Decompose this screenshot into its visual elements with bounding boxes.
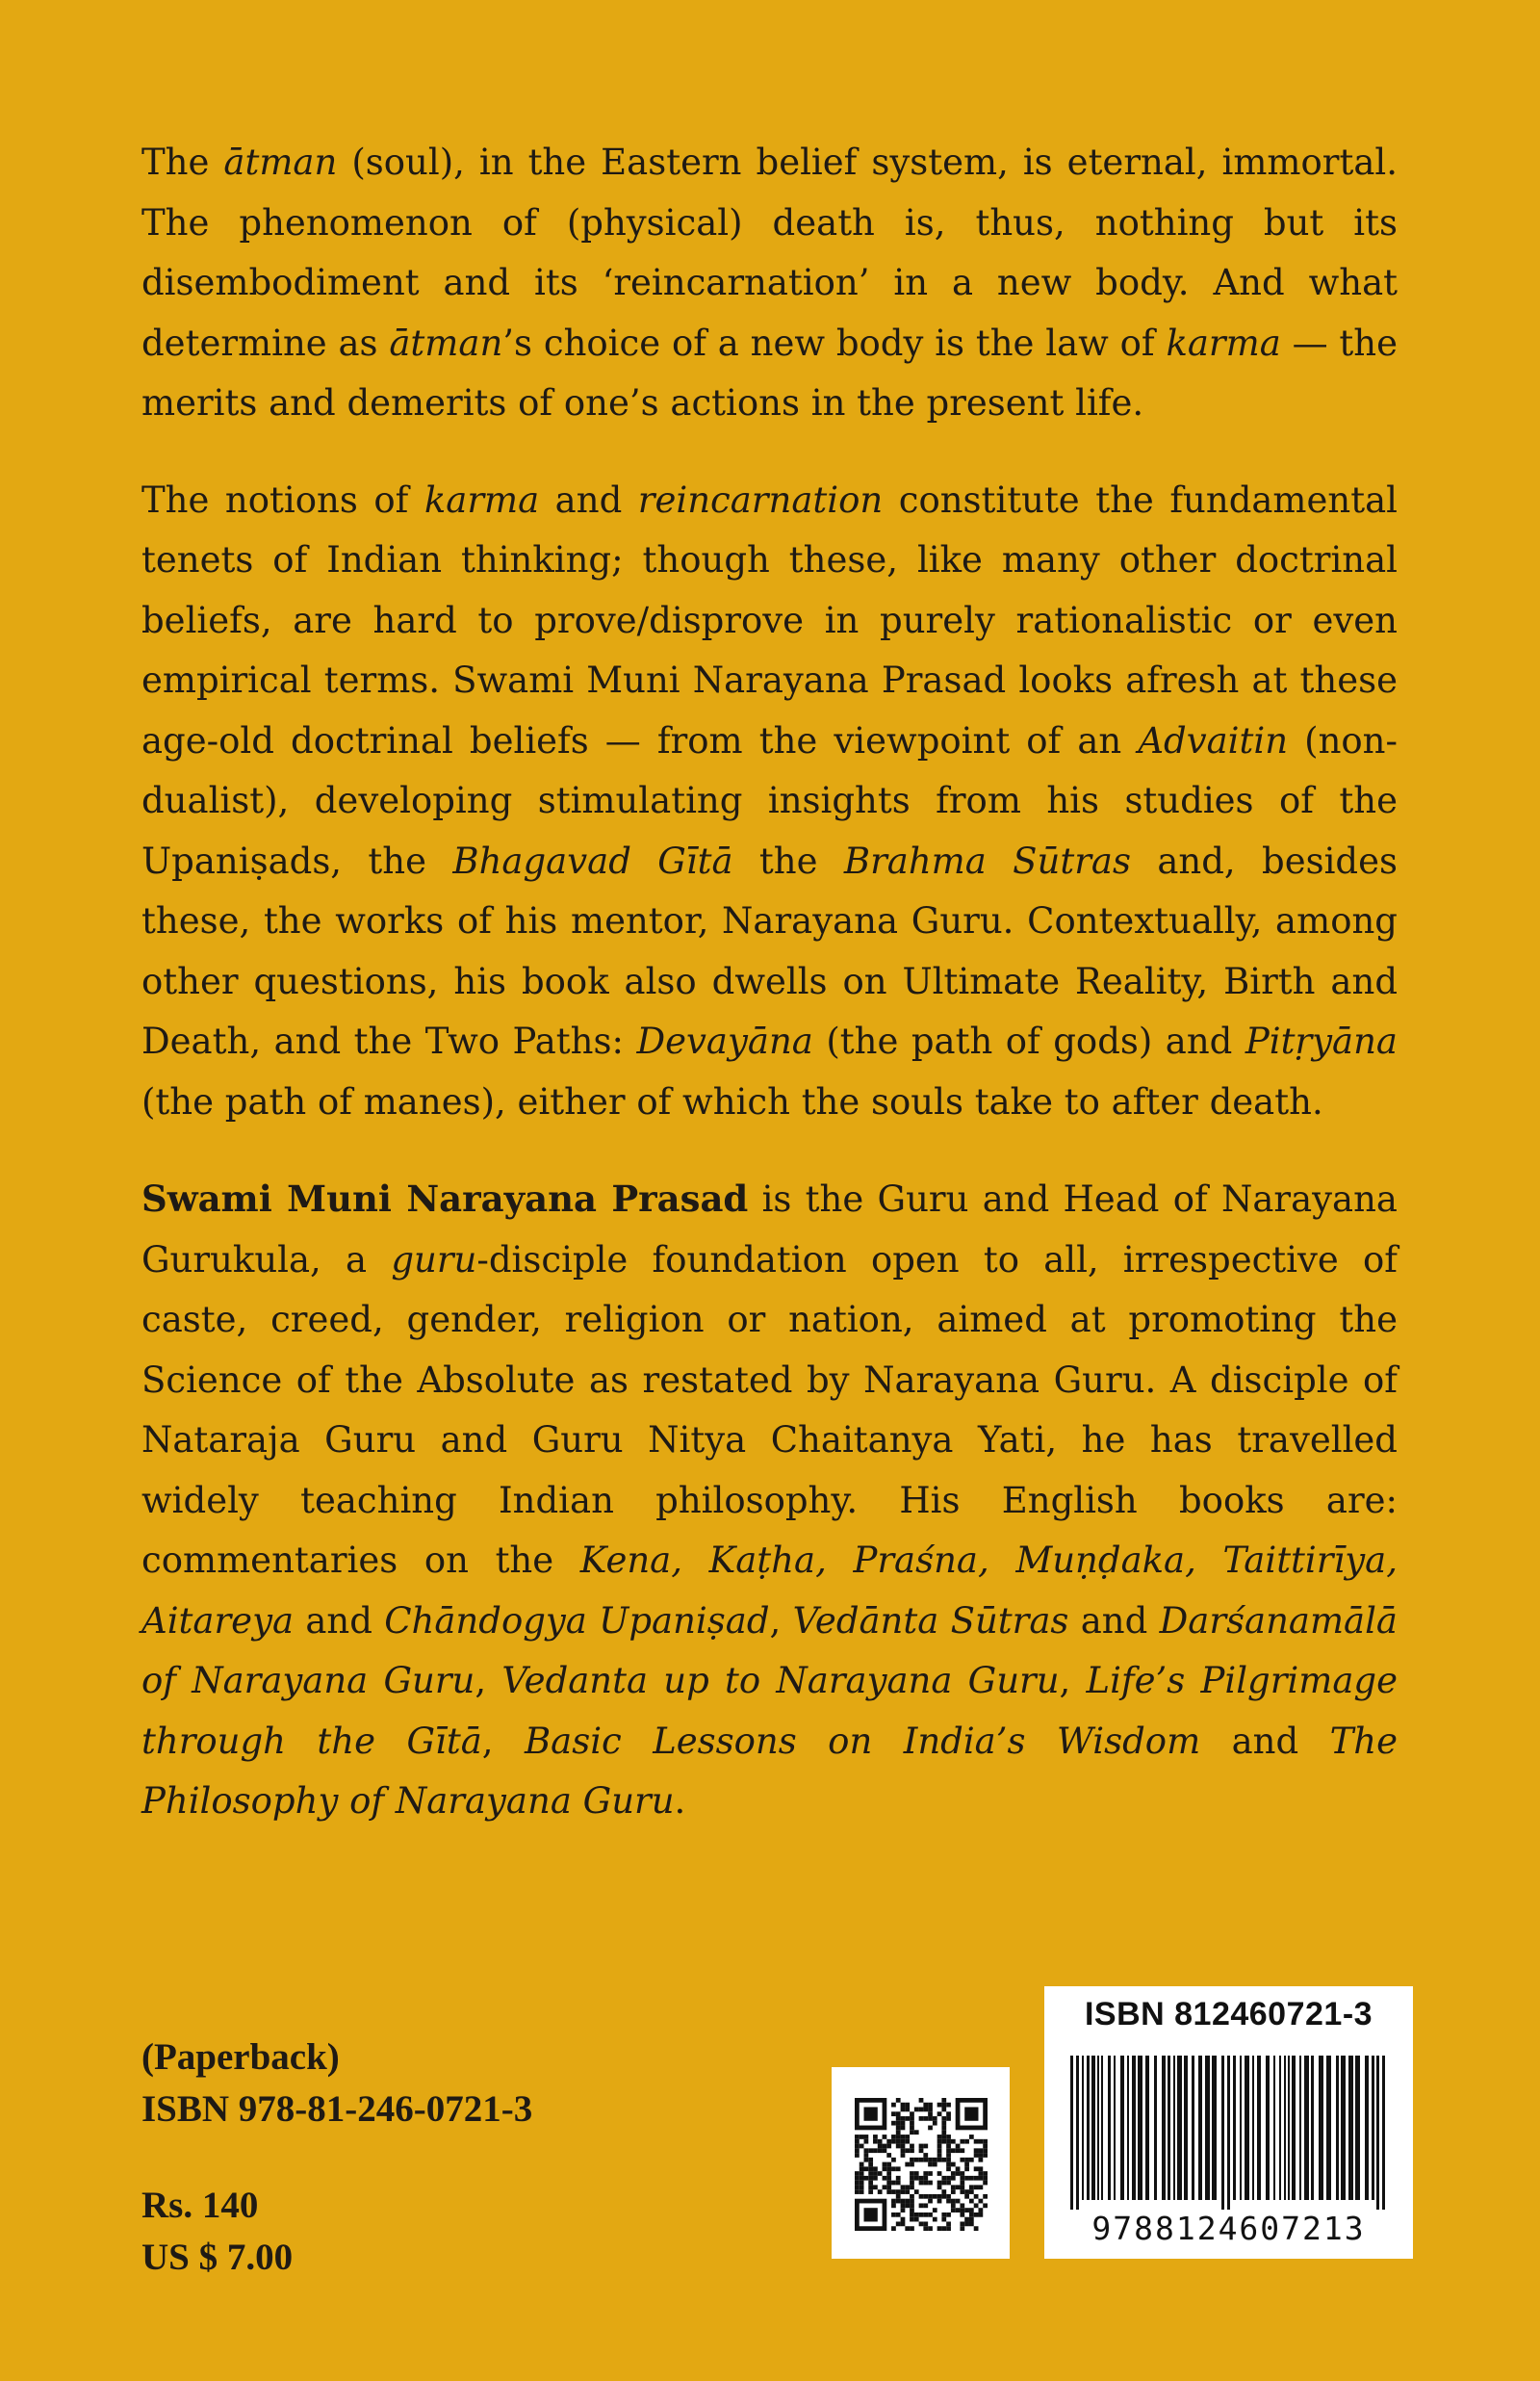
price-inr: Rs. 140 (141, 2185, 259, 2226)
text-run: ’s choice of a new body is the law of (502, 322, 1167, 364)
text-run: (the path of manes), either of which the souls take to after death. (141, 1080, 1323, 1123)
text-run: . (674, 1780, 686, 1822)
paragraph-author-bio (141, 1169, 1398, 1832)
text-run: , (475, 1660, 502, 1701)
text-run: and, besides these, the works of his mentor, Narayana Guru. Contextually, among other questions, his book also dwells on Ultimate Reality, Birth and Death, and the Two Paths: (141, 840, 1398, 1062)
spacer (141, 2135, 532, 2180)
text-run: , (481, 1720, 525, 1762)
italic-term: Kena, Kaṭha, Praśna, Muṇḍaka, Taittirīya, Aitareya (141, 1540, 1399, 1642)
qr-code-panel (832, 2067, 1010, 2259)
barcode-icon (1070, 2056, 1388, 2210)
italic-term: reincarnation (637, 479, 884, 521)
italic-term: Pitṛyāna (1245, 1021, 1398, 1062)
italic-term: guru (391, 1238, 477, 1281)
italic-term: Chāndogya Upaniṣad (384, 1599, 770, 1642)
qr-code-icon (855, 2098, 988, 2231)
text-run: and (294, 1599, 385, 1642)
italic-term: ātman (223, 142, 338, 183)
publication-info (141, 2032, 532, 2284)
italic-term: karma (424, 479, 540, 521)
text-run: and (1068, 1599, 1160, 1642)
italic-term: Life’s Pilgrimage through the Gītā (141, 1660, 1398, 1762)
italic-term: The Philosophy of Narayana Guru (141, 1720, 1398, 1822)
format-label: (Paperback) (141, 2036, 340, 2078)
text-run: (the path of gods) and (812, 1021, 1245, 1062)
barcode-number: 9788124607213 (1091, 2210, 1366, 2247)
italic-term: Darśanamālā of Narayana Guru (141, 1599, 1398, 1701)
isbn-13: ISBN 978-81-246-0721-3 (141, 2088, 533, 2130)
italic-term: Bhagavad Gītā (452, 840, 733, 882)
italic-term: Vedānta Sūtras (792, 1599, 1069, 1642)
text-run: and (1200, 1720, 1330, 1762)
text-run: , (769, 1599, 793, 1642)
text-run: -disciple foundation open to all, irrespective of caste, creed, gender, religion or nation, aimed at promoting the Science of the Absolute as restated by Narayana Guru. A disciple of Nataraja Guru and Guru Nitya Chaitanya Yati, he has travelled widely teaching Indian philosophy. His English books are: commentaries on the (141, 1238, 1398, 1581)
text-run: (non-dualist), developing stimulating insights from his studies of the Upaniṣads, the (141, 719, 1399, 882)
italic-term: Vedanta up to Narayana Guru (501, 1660, 1060, 1701)
text-run: and (539, 479, 638, 521)
paragraph-book-summary (141, 471, 1398, 1133)
back-cover-text (141, 133, 1398, 1869)
barcode-panel (1044, 1986, 1413, 2259)
price-usd: US $ 7.00 (141, 2237, 294, 2278)
barcode-isbn-label: ISBN 812460721-3 (1084, 1996, 1373, 2032)
text-run: The notions of (141, 479, 424, 521)
italic-term: karma (1166, 322, 1281, 364)
paragraph-intro (141, 133, 1398, 434)
italic-term: Devayāna (636, 1021, 813, 1062)
author-name: Swami Muni Narayana Prasad (141, 1178, 749, 1220)
text-run: is the Guru and Head of Narayana Gurukula, a (141, 1178, 1398, 1281)
text-run: — the merits and demerits of one’s actions in the present life. (141, 322, 1399, 424)
text-run: (soul), in the Eastern belief system, is eternal, immortal. The phenomenon of (physical) death is, thus, nothing but its disembodiment and its ‘reincarnation’ in a new body. And what determine as (141, 142, 1398, 364)
text-run: , (1059, 1660, 1087, 1701)
text-run: constitute the fundamental tenets of Indian thinking; though these, like many other doctrinal beliefs, are hard to prove/disprove in purely rationalistic or even empirical terms. Swami Muni Narayana Prasad looks afresh at these age-old doctrinal beliefs — from the viewpoint of an (141, 479, 1399, 762)
italic-term: Advaitin (1138, 719, 1289, 762)
italic-term: ātman (389, 322, 503, 364)
italic-term: Basic Lessons on India’s Wisdom (524, 1720, 1201, 1762)
italic-term: Brahma Sūtras (843, 840, 1131, 882)
text-run: The (141, 142, 224, 183)
text-run: the (732, 840, 844, 882)
